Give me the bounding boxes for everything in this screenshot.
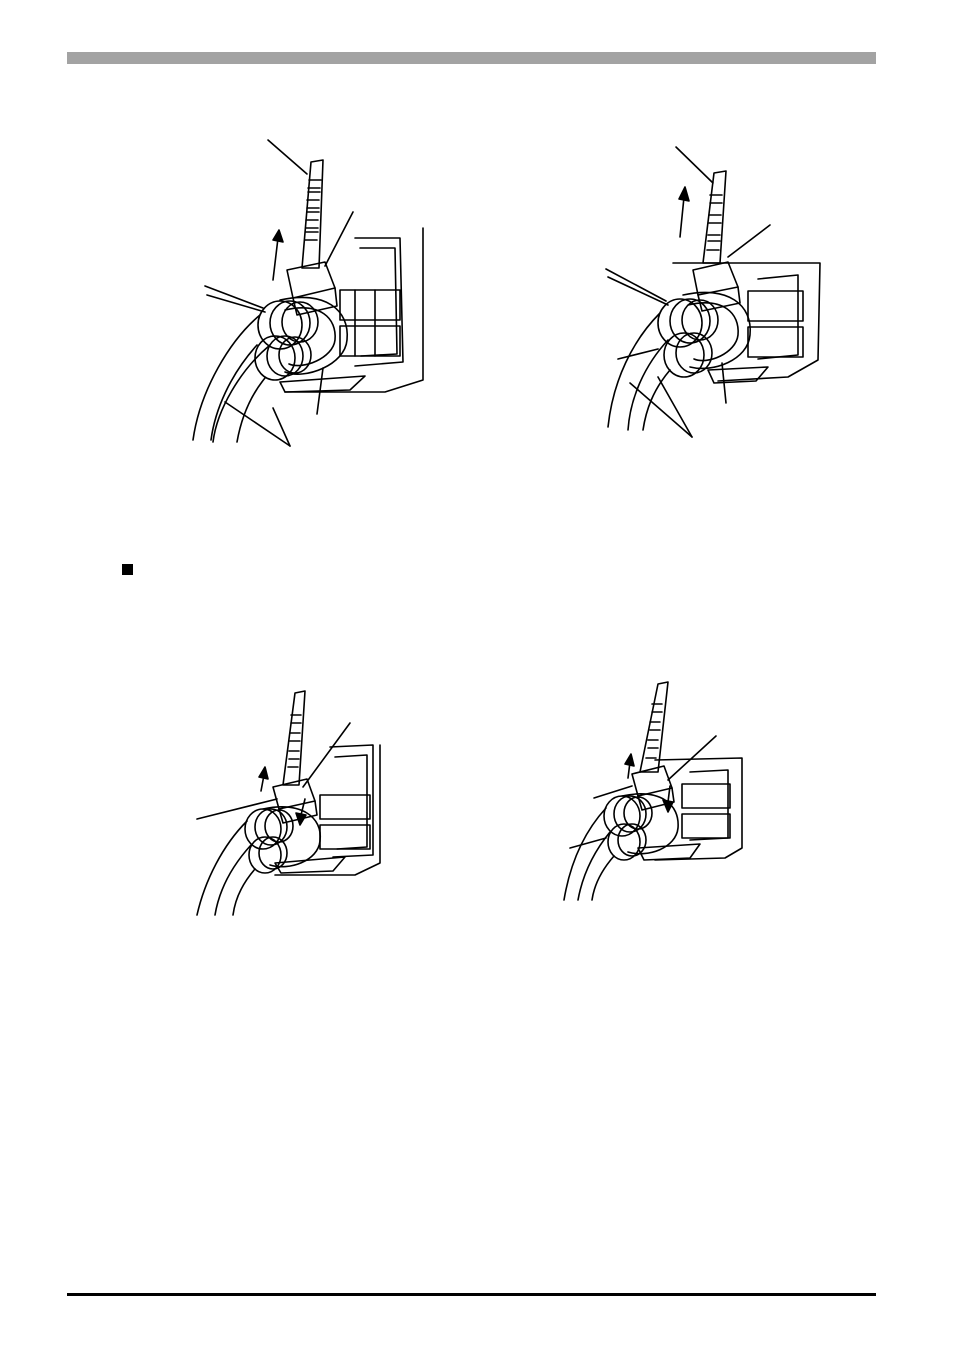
cable-tie-figure-1	[185, 140, 445, 455]
square-bullet-icon	[122, 564, 133, 575]
cable-tie-figure-2	[598, 145, 828, 445]
header-bar	[67, 52, 876, 64]
cable-tie-release-figure-1	[195, 685, 395, 920]
cable-tie-release-figure-2	[560, 678, 760, 903]
footer-rule	[67, 1293, 876, 1296]
